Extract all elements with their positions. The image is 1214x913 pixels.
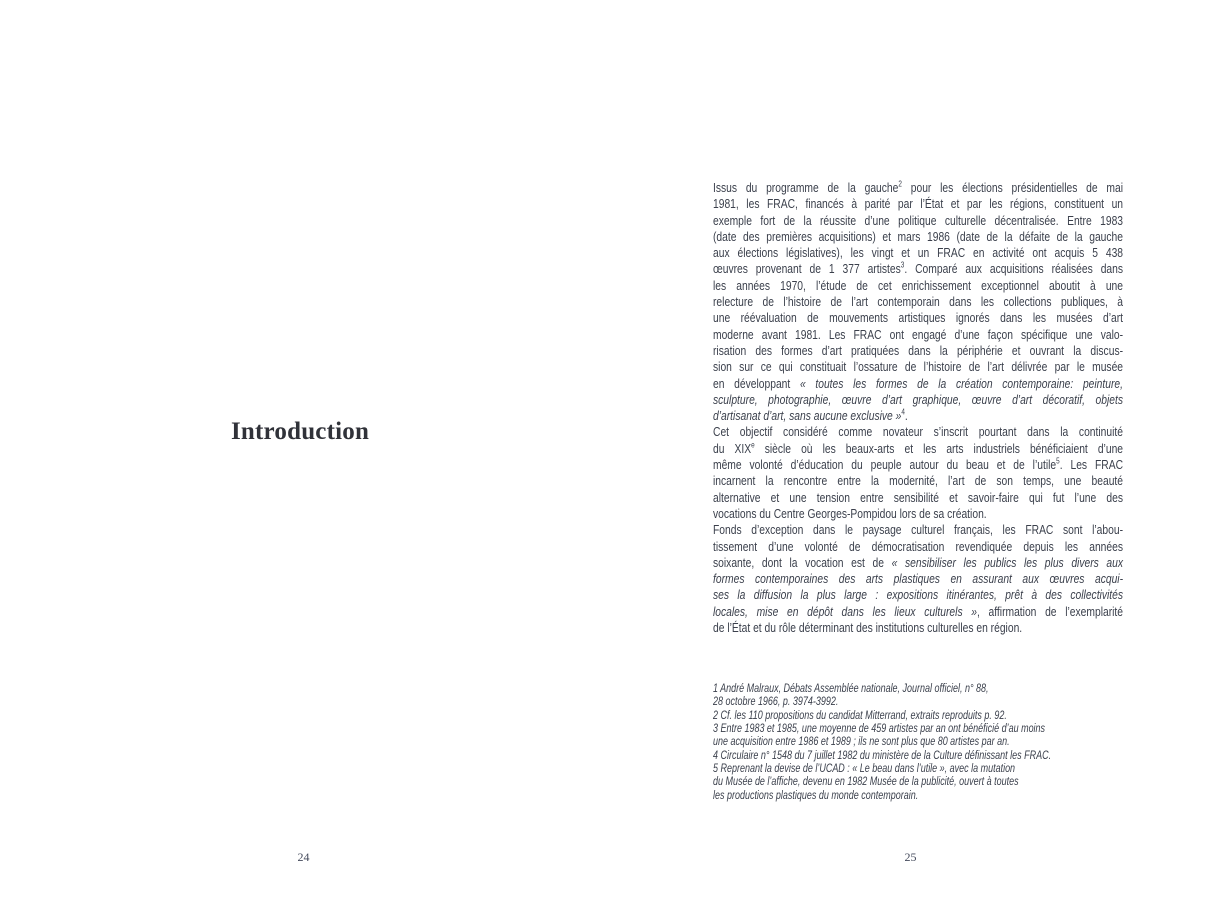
chapter-heading: Introduction: [231, 418, 370, 445]
footnote-reference: 2: [898, 179, 902, 189]
body-text-segment: du XIX: [713, 440, 752, 456]
footnote-reference: e: [751, 440, 755, 450]
body-text-segment: Issus du programme de la gauche: [713, 180, 899, 195]
footnote-line: du Musée de l’affiche, devenu en 1982 Musée de la publicité, ouvert à toutes: [713, 776, 1019, 789]
body-line: [713, 441, 1123, 457]
body-text-segment: les années 1970, l’étude de cet enrichissement exceptionnel aboutit à une: [713, 277, 1124, 293]
body-text-segment: exemple fort de la réussite d’une politique culturelle décentralisée. Entre 1983: [713, 212, 1124, 228]
body-text-segment: alternative et une tension entre sensibilité et savoir-faire qui fut l’une des: [713, 489, 1124, 505]
body-line: [713, 180, 1123, 196]
body-line: [713, 457, 1123, 473]
body-text-segment: incarnent la rencontre entre la modernité, l’art de son temps, une beauté: [713, 473, 1124, 489]
body-text-segment: relecture de l’histoire de l’art contemporain dans les collections publiques, à: [713, 294, 1124, 310]
body-text-segment: aux élections législatives), les vingt et un FRAC en activité ont acquis 5 438: [713, 245, 1124, 261]
body-line: [713, 571, 1123, 587]
body-text-segment: « toutes les formes de la création contemporaine: peinture,: [799, 375, 1124, 391]
body-text-segment: , affirmation de l’exemplarité: [976, 603, 1124, 619]
body-text: [713, 180, 1123, 636]
body-text-segment: de l’État et du rôle déterminant des institutions culturelles en région.: [713, 620, 1023, 636]
footnotes: [713, 683, 1139, 803]
body-text-segment: risation des formes d’art pratiquées dans la périphérie et ouvrant la discus-: [713, 342, 1124, 358]
body-text-segment: œuvres provenant de 1 377 artistes: [713, 261, 901, 277]
body-line: [713, 278, 1123, 294]
body-text-segment: une réévaluation de mouvements artistiques ignorés dans les musées d’art: [713, 310, 1124, 326]
body-line: [713, 539, 1123, 555]
body-line: [713, 604, 1123, 620]
body-line: [713, 522, 1123, 538]
body-line: [713, 620, 1123, 636]
footnote-line: 5 Reprenant la devise de l’UCAD : « Le beau dans l’utile », avec la mutation: [713, 763, 1016, 776]
body-text-segment: Cet objectif considéré comme novateur s’inscrit pourtant dans la continuité: [713, 424, 1124, 440]
body-text-segment: moderne avant 1981. Les FRAC ont engagé d’une façon spécifique une valo-: [713, 326, 1124, 342]
body-text-segment: Fonds d’exception dans le paysage culturel français, les FRAC sont l’abou-: [713, 522, 1124, 538]
body-line: [713, 343, 1123, 359]
body-line: [713, 473, 1123, 489]
body-text-segment: tissement d’une volonté de démocratisation revendiquée depuis les années: [713, 538, 1124, 554]
body-line: [713, 424, 1123, 440]
footnote-line: 1 André Malraux, Débats Assemblée nationale, Journal officiel, n° 88,: [713, 683, 989, 695]
body-text-segment: ses la diffusion la plus large : expositions itinérantes, prêt à des collectivités: [713, 587, 1124, 603]
footnote-line: 28 octobre 1966, p. 3974-3992.: [713, 696, 839, 709]
footnote-reference: 4: [901, 407, 905, 417]
body-line: [713, 327, 1123, 343]
body-line: [713, 376, 1123, 392]
body-line: [713, 587, 1123, 603]
footnote-line: les productions plastiques du monde contemporain.: [713, 789, 919, 802]
body-line: [713, 229, 1123, 245]
body-text-segment: soixante, dont la vocation est de: [713, 554, 892, 570]
body-line: [713, 408, 1123, 424]
body-text-segment: vocations du Centre Georges-Pompidou lors de sa création.: [713, 505, 987, 521]
body-text-segment: . Comparé aux acquisitions réalisées dans: [904, 261, 1124, 277]
body-text-segment: d’artisanat d’art, sans aucune exclusive »: [713, 408, 902, 424]
body-line: [713, 213, 1123, 229]
body-text-segment: formes contemporaines des arts plastiques en assurant aux œuvres acqui-: [713, 571, 1124, 587]
body-line: [713, 196, 1123, 212]
footnote-line: 2 Cf. les 110 propositions du candidat Mitterrand, extraits reproduits p. 92.: [713, 709, 1007, 722]
body-text-segment: .: [904, 408, 908, 424]
footnote-line: une acquisition entre 1986 et 1989 ; ils ne sont plus que 80 artistes par an.: [713, 736, 1010, 749]
footnote-reference: 5: [1056, 456, 1060, 466]
body-line: [713, 392, 1123, 408]
body-text-segment: (date des premières acquisitions) et mars 1986 (date de la défaite de la gauche: [713, 228, 1124, 244]
body-text-segment: « sensibiliser les publics les plus divers aux: [891, 554, 1124, 570]
left-page-number: 24: [297, 850, 310, 864]
body-line: [713, 294, 1123, 310]
body-text-segment: en développant: [713, 375, 800, 391]
footnote-reference: 3: [900, 261, 905, 271]
body-text-segment: siècle où les beaux-arts et les arts industriels bénéficiaient d’une: [754, 440, 1124, 456]
body-line: [713, 261, 1123, 277]
body-text-segment: sion sur ce qui constituait l’ossature de l’histoire de l’art délivrée par le musée: [713, 359, 1124, 375]
body-text-segment: sculpture, photographie, œuvre d’art graphique, œuvre d’art décoratif, objets: [713, 391, 1124, 407]
body-line: [713, 555, 1123, 571]
body-text-segment: pour les élections présidentielles de mai: [901, 180, 1124, 195]
right-page-number: 25: [904, 850, 917, 864]
body-text-segment: . Les FRAC: [1059, 457, 1124, 473]
body-text-segment: 1981, les FRAC, financés à parité par l’État et par les régions, constituent un: [713, 196, 1124, 212]
body-line: [713, 506, 1123, 522]
body-line: [713, 490, 1123, 506]
footnote-line: 4 Circulaire n° 1548 du 7 juillet 1982 du ministère de la Culture définissant les FRAC.: [713, 749, 1052, 762]
footnote-line: 3 Entre 1983 et 1985, une moyenne de 459 artistes par an ont bénéficié d’au moins: [713, 723, 1046, 736]
body-line: [713, 310, 1123, 326]
body-line: [713, 359, 1123, 375]
body-text-segment: même volonté d’éducation du peuple autour du beau et de l’utile: [713, 457, 1057, 473]
body-text-segment: locales, mise en dépôt dans les lieux culturels »: [713, 603, 977, 619]
body-line: [713, 245, 1123, 261]
